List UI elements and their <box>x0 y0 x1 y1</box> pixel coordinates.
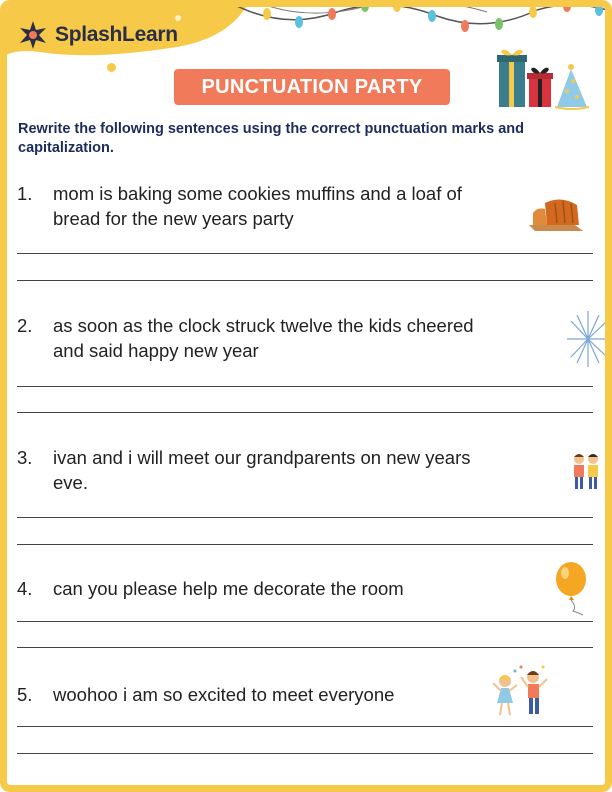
answer-line[interactable] <box>17 280 593 281</box>
question-number: 1. <box>17 183 33 204</box>
brand-logo <box>17 15 178 55</box>
question-text: as soon as the clock struck twelve the kids cheered <box>53 315 474 336</box>
answer-line[interactable] <box>17 726 593 727</box>
question-text: ivan and i will meet our grandparents on new years <box>53 447 471 468</box>
decor-dot <box>107 63 116 72</box>
answer-line[interactable] <box>17 544 593 545</box>
question-text: eve. <box>53 472 88 493</box>
dancing-kids-icon <box>491 661 551 721</box>
splash-star-icon <box>17 19 49 51</box>
answer-line[interactable] <box>17 621 593 622</box>
question-number: 2. <box>17 315 33 336</box>
instructions: Rewrite the following sentences using the correct punctuation marks and capitalization. <box>18 121 524 156</box>
answer-line[interactable] <box>17 753 593 754</box>
answer-line[interactable] <box>17 253 593 254</box>
answer-line[interactable] <box>17 412 593 413</box>
balloon-icon <box>553 561 593 617</box>
kids-icon <box>569 451 603 493</box>
bread-icon <box>525 195 589 235</box>
worksheet-title-text: PUNCTUATION PARTY <box>201 75 423 98</box>
question-text: can you please help me decorate the room <box>53 578 404 599</box>
brand-name: SplashLearn <box>55 23 178 46</box>
question-text: bread for the new years party <box>53 208 294 229</box>
question-text: and said happy new year <box>53 340 259 361</box>
gift-boxes-icon <box>497 47 597 111</box>
string-lights-decoration <box>237 0 612 44</box>
answer-line[interactable] <box>17 517 593 518</box>
answer-line[interactable] <box>17 386 593 387</box>
question-text: mom is baking some cookies muffins and a loaf of <box>53 183 462 204</box>
question-text: woohoo i am so excited to meet everyone <box>53 684 395 705</box>
worksheet-title <box>174 69 450 105</box>
question-number: 5. <box>17 684 33 705</box>
answer-line[interactable] <box>17 647 593 648</box>
question-number: 4. <box>17 578 33 599</box>
fireworks-icon <box>563 307 612 371</box>
question-number: 3. <box>17 447 33 468</box>
